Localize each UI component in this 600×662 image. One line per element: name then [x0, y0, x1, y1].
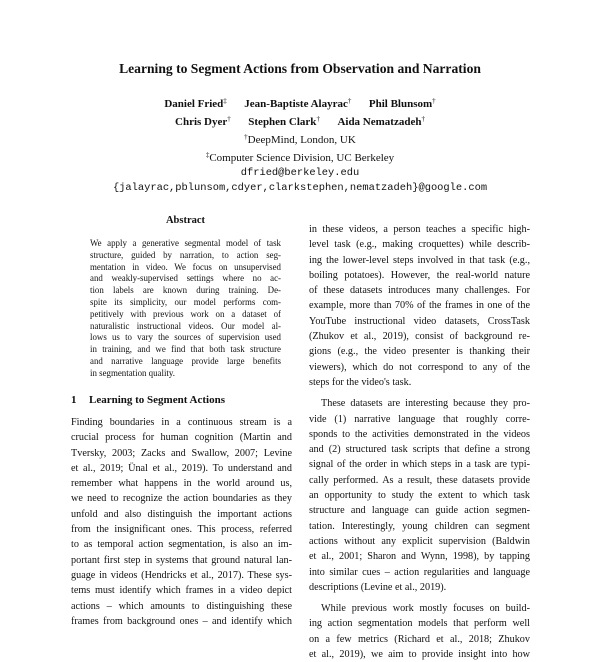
text-line: example, more than 70% of the frames in one of the	[309, 300, 530, 312]
section-title: Learning to Segment Actions	[89, 394, 225, 406]
author-row-2	[0, 112, 600, 130]
text-line: in these videos, a person teaches a specific high-	[309, 224, 530, 235]
author-block	[0, 94, 600, 196]
text-line: vide (1) narrative language that roughly corre-	[309, 413, 530, 425]
text-line: tation. Interestingly, young children can segment	[309, 520, 530, 532]
text-line: and weakly-supervised settings where no ac-	[90, 273, 281, 284]
text-line: tems must identify which frames in a video depict	[71, 585, 292, 597]
text-line: level task (e.g., making croquettes) while describ-	[309, 239, 530, 251]
text-line: to as temporal action segmentation, is also an im-	[71, 539, 292, 551]
text-line: structure, guided by narration, to action seg-	[90, 249, 281, 260]
text-line: Tversky, 2003; Zacks and Swallow, 2007; Levine	[71, 447, 292, 459]
text-line: viewers), which do not correspond to any of the	[309, 361, 530, 373]
affiliation-mark: ‡	[223, 97, 227, 105]
affiliation-mark: ‡	[205, 151, 210, 159]
text-line: actions without any explicit supervision (Baldwin	[309, 535, 530, 547]
text-line: of these datasets introduces many challenges. For	[309, 285, 530, 297]
author-name: Stephen Clark	[248, 116, 317, 128]
text-line: We apply a generative segmental model of task	[90, 238, 281, 248]
text-line: ing action segmentation models that perform well	[309, 618, 530, 630]
text-line: While previous work mostly focuses on build-	[321, 603, 530, 615]
affiliation-mark: †	[244, 133, 248, 141]
affiliation-mark: †	[316, 115, 320, 123]
text-line: portant first step in systems that ground natural lan-	[71, 554, 292, 566]
text-line: et al., 2019), we aim to provide insight into how	[309, 649, 530, 661]
affiliation-deepmind	[0, 130, 600, 148]
author-name: Phil Blunsom	[368, 98, 433, 110]
right-column	[309, 222, 530, 662]
text-line: et al., 2019; Ünal et al., 2019). To understand and	[71, 462, 292, 474]
text-line: frames from background ones – and identify which	[71, 615, 292, 627]
email-google: {jalayrac,pblunsom,cdyer,clarkstephen,nematzadeh}@google.com	[112, 182, 488, 194]
intro-paragraph	[71, 415, 292, 629]
text-line: lows us to vary the sources of supervision used	[90, 332, 281, 343]
text-line: unfold and also distinguish the important actions	[71, 508, 292, 520]
text-line: petitively with previous work on a dataset of	[90, 308, 281, 319]
text-line: from the insignificant ones. This process, referred	[71, 524, 292, 536]
text-line: into similar cues – action regularities and language	[309, 566, 530, 578]
text-line: cally performed. As a result, these datasets provide	[309, 474, 530, 486]
text-line: and narrative language provide large benefits	[90, 355, 281, 366]
affiliation-text: DeepMind, London, UK	[247, 134, 356, 146]
author-name: Jean-Baptiste Alayrac	[244, 98, 348, 110]
author-name: Chris Dyer	[175, 116, 228, 128]
affiliation-mark: †	[421, 115, 425, 123]
text-line: boiling potatoes). However, the real-world nature	[309, 269, 530, 281]
abstract-body	[90, 238, 281, 380]
text-line: signal of the order in which steps in a task are typi-	[309, 459, 530, 471]
text-line: mentation in video. We focus on unsupervised	[90, 261, 281, 272]
text-line: steps for the video's task.	[309, 376, 412, 388]
paragraph	[309, 222, 530, 390]
text-line: an opportunity to study the extent to which task	[309, 490, 530, 502]
affiliation-mark: †	[432, 97, 436, 105]
text-line: YouTube instructional video datasets, CrossTask	[309, 315, 530, 327]
text-line: (Zhukov et al., 2019), consist of background re-	[309, 331, 530, 343]
affiliation-mark: †	[227, 115, 231, 123]
text-line: tion labels are known during training. De-	[90, 285, 281, 296]
author-name: Daniel Fried	[164, 98, 224, 110]
text-line: guage in videos (Hendricks et al., 2017). These sys-	[71, 569, 292, 581]
affiliation-berkeley	[0, 148, 600, 166]
text-line: remember what happens in the world around us,	[71, 478, 292, 490]
text-line: and (2) structured task scripts that define a strong	[309, 444, 530, 456]
affiliation-mark: †	[347, 97, 352, 105]
text-line: sponds to the activities demonstrated in the videos	[309, 428, 530, 440]
text-line: we need to recognize the action boundaries as they	[71, 493, 292, 505]
paper-title: Learning to Segment Actions from Observation and Narration	[119, 61, 481, 76]
text-line: in training, and we find that both task structure	[90, 344, 281, 355]
author-name: Aida Nematzadeh	[337, 116, 422, 128]
text-line: spite its simplicity, our model performs com-	[90, 296, 281, 307]
text-line: gions (e.g., the video presenter is thanking their	[309, 346, 530, 358]
text-line: naturalistic instructional videos. Our model al-	[90, 320, 281, 331]
text-line: Finding boundaries in a continuous stream is a	[71, 417, 292, 428]
text-line: in segmentation quality.	[90, 367, 175, 378]
text-line: on a few metrics (Richard et al., 2018; Zhukov	[309, 633, 530, 645]
author-row-1	[0, 94, 600, 112]
text-line: descriptions (Levine et al., 2019).	[309, 581, 447, 593]
text-line: et al., 2001; Sharon and Wynn, 1998), by tapping	[309, 551, 530, 563]
paragraph	[309, 601, 530, 662]
text-line: actions – which amounts to distinguishing these	[71, 600, 292, 612]
email-berkeley: dfried@berkeley.edu	[240, 167, 360, 179]
paragraph	[309, 396, 530, 595]
section-number: 1	[71, 394, 77, 406]
affiliation-text: Computer Science Division, UC Berkeley	[209, 152, 395, 164]
text-line: ing the lower-level steps involved in that task (e.g.,	[309, 254, 530, 266]
text-line: structure and language can guide action segmen-	[309, 505, 530, 517]
abstract-heading: Abstract	[165, 215, 206, 226]
text-line: crucial process for human cognition (Martin and	[71, 432, 292, 444]
section-heading	[71, 394, 225, 406]
text-line: These datasets are interesting because they pro-	[321, 398, 530, 410]
